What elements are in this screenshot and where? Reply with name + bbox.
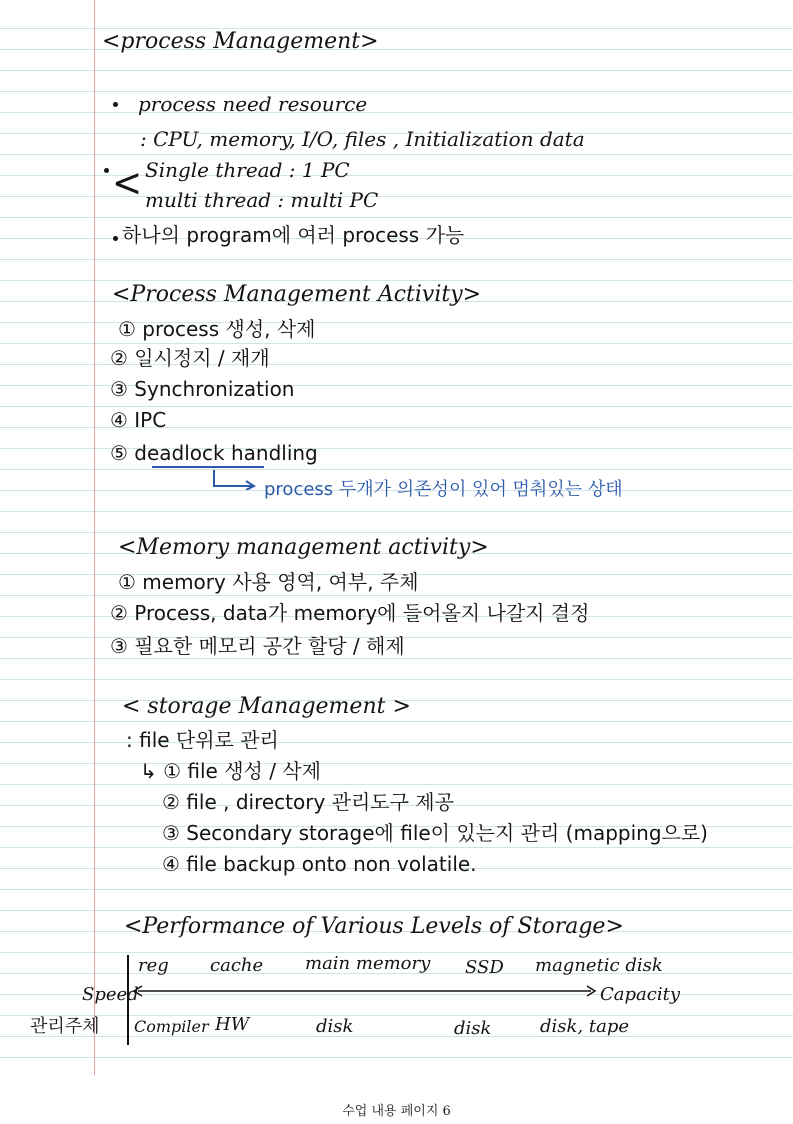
manager-disk: disk — [454, 1018, 492, 1039]
speed-capacity-arrow-icon — [132, 984, 597, 998]
storage-item: ③ Secondary storage에 file이 있는지 관리 (mapping으로) — [162, 821, 708, 845]
storage-intro: : file 단위로 관리 — [126, 728, 279, 752]
level-reg: reg — [138, 955, 169, 976]
storage-item: ④ file backup onto non volatile. — [162, 852, 477, 876]
process-need-resource: process need resource — [138, 92, 368, 116]
bullet-dot — [113, 102, 118, 107]
manager-disk-tape: disk, tape — [540, 1016, 630, 1037]
manager-hw: HW — [215, 1014, 250, 1035]
resource-list: : CPU, memory, I/O, files , Initialization data — [140, 127, 585, 151]
margin-line — [94, 0, 95, 1075]
storage-management-title: < storage Management > — [122, 694, 411, 719]
bracket-brace: < — [112, 160, 143, 206]
note-arrow-icon — [212, 468, 260, 490]
manager-label: 관리주체 — [30, 1016, 100, 1037]
level-cache: cache — [210, 955, 264, 976]
manager-compiler: Compiler — [134, 1017, 209, 1036]
page-footer: 수업 내용 페이지 6 — [342, 1104, 451, 1119]
storage-item: ② file , directory 관리도구 제공 — [162, 790, 454, 814]
speed-label: Speed — [82, 984, 139, 1005]
multiple-process-note: 하나의 program에 여러 process 가능 — [122, 223, 465, 247]
performance-title: <Performance of Various Levels of Storage> — [124, 914, 624, 939]
memory-activity-item: ③ 필요한 메모리 공간 할당 / 해제 — [110, 634, 405, 658]
process-activity-item: ② 일시정지 / 재개 — [110, 346, 270, 370]
level-ssd: SSD — [465, 957, 504, 978]
memory-activity-item: ① memory 사용 영역, 여부, 주체 — [118, 570, 419, 594]
level-magnetic-disk: magnetic disk — [535, 955, 663, 976]
process-activity-item: ⑤ deadlock handling — [110, 441, 318, 465]
capacity-label: Capacity — [600, 984, 680, 1005]
single-thread: Single thread : 1 PC — [145, 158, 350, 182]
bullet-dot — [104, 168, 109, 173]
process-activity-item: ③ Synchronization — [110, 377, 295, 401]
multi-thread: multi thread : multi PC — [145, 188, 379, 212]
memory-activity-title: <Memory management activity> — [118, 535, 489, 560]
deadlock-note: process 두개가 의존성이 있어 멈춰있는 상태 — [264, 479, 623, 500]
process-activity-item: ① process 생성, 삭제 — [118, 317, 316, 341]
process-activity-title: <Process Management Activity> — [112, 282, 482, 307]
process-activity-item: ④ IPC — [110, 408, 167, 432]
bullet-dot — [113, 236, 118, 241]
process-management-title: <process Management> — [102, 29, 379, 54]
level-main-memory: main memory — [305, 953, 431, 974]
manager-disk: disk — [316, 1016, 354, 1037]
memory-activity-item: ② Process, data가 memory에 들어올지 나갈지 결정 — [110, 601, 590, 625]
storage-item: ↳ ① file 생성 / 삭제 — [140, 759, 321, 783]
